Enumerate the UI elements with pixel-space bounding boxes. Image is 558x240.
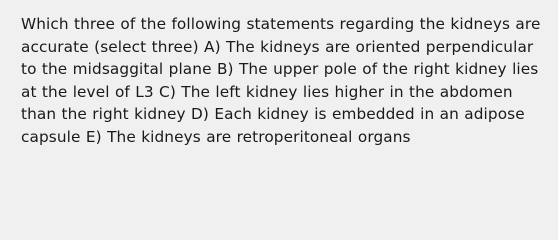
question-text: Which three of the following statements regarding the kidneys are accurate (select three) A) The kidneys are oriented perpendicular to the midsaggital plane B) The upper pole of the right kidney lies at the level of L3 C) The left kidney lies higher in the abdomen than the right kidney D) Each kidney is embedded in an adipose capsule E) The kidneys are retroperitoneal organs <box>21 15 541 146</box>
